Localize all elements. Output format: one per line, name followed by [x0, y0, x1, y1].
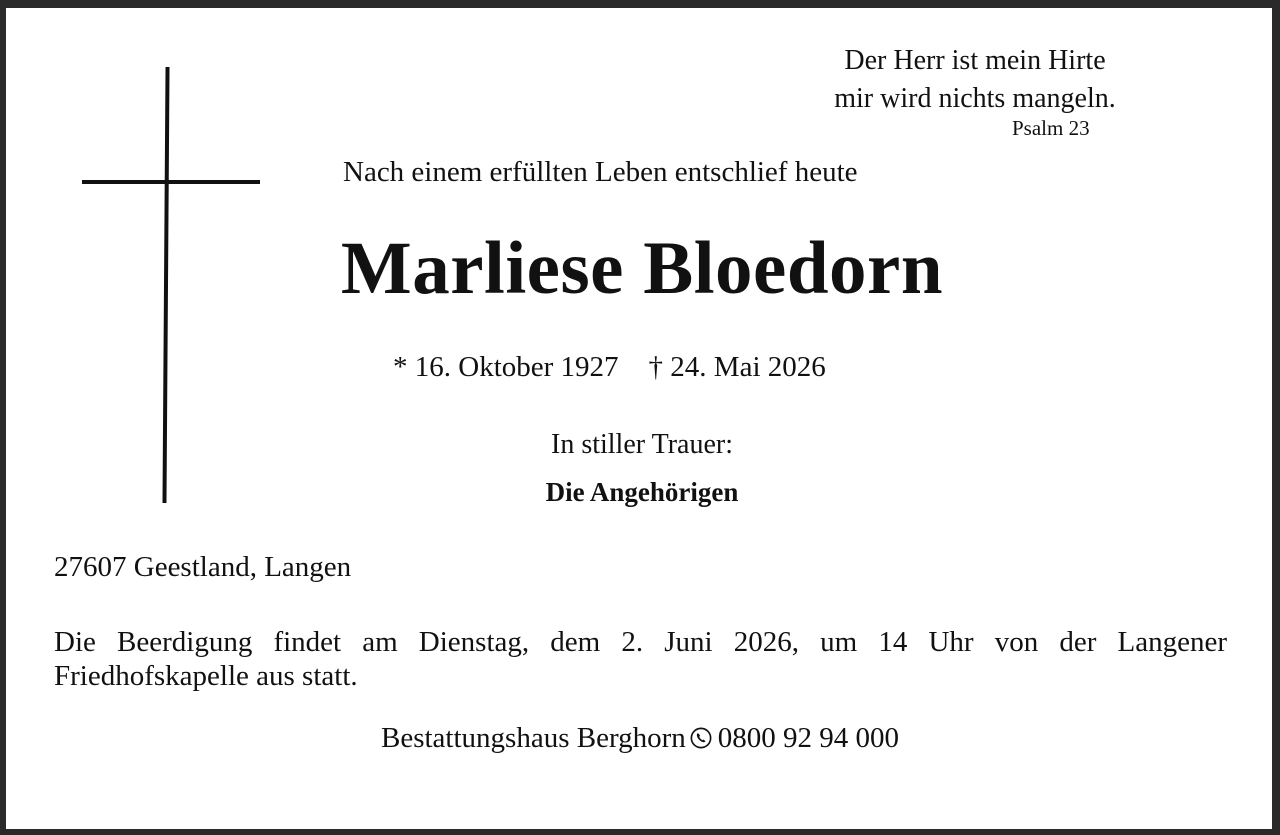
birth-date: * 16. Oktober 1927 [393, 351, 619, 383]
funeral-notice [54, 625, 1227, 693]
undertaker-phone: 0800 92 94 000 [717, 722, 899, 754]
funeral-notice-line-2: Friedhofskapelle aus statt. [54, 660, 358, 692]
intro-text: Nach einem erfüllten Leben entschlief heute [343, 156, 858, 188]
cross-horizontal-bar [82, 180, 260, 184]
deceased-name: Marliese Bloedorn [340, 227, 944, 310]
address: 27607 Geestland, Langen [54, 551, 352, 583]
undertaker-name: Bestattungshaus Berghorn [381, 722, 686, 754]
phone-icon [690, 727, 712, 749]
psalm-line-2: mir wird nichts mangeln. [834, 83, 1116, 114]
psalm-quote [780, 42, 1170, 118]
psalm-line-1: Der Herr ist mein Hirte [844, 45, 1106, 76]
life-dates [393, 351, 826, 384]
mourners: Die Angehörigen [545, 477, 739, 507]
mourning-line: In stiller Trauer: [551, 429, 733, 460]
death-date: † 24. Mai 2026 [648, 351, 826, 383]
funeral-notice-line-1: Die Beerdigung findet am Dienstag, dem 2. Juni 2026, um 14 Uhr von der Langener [54, 626, 1227, 658]
undertaker-contact [0, 722, 1280, 755]
psalm-reference: Psalm 23 [1012, 116, 1090, 140]
